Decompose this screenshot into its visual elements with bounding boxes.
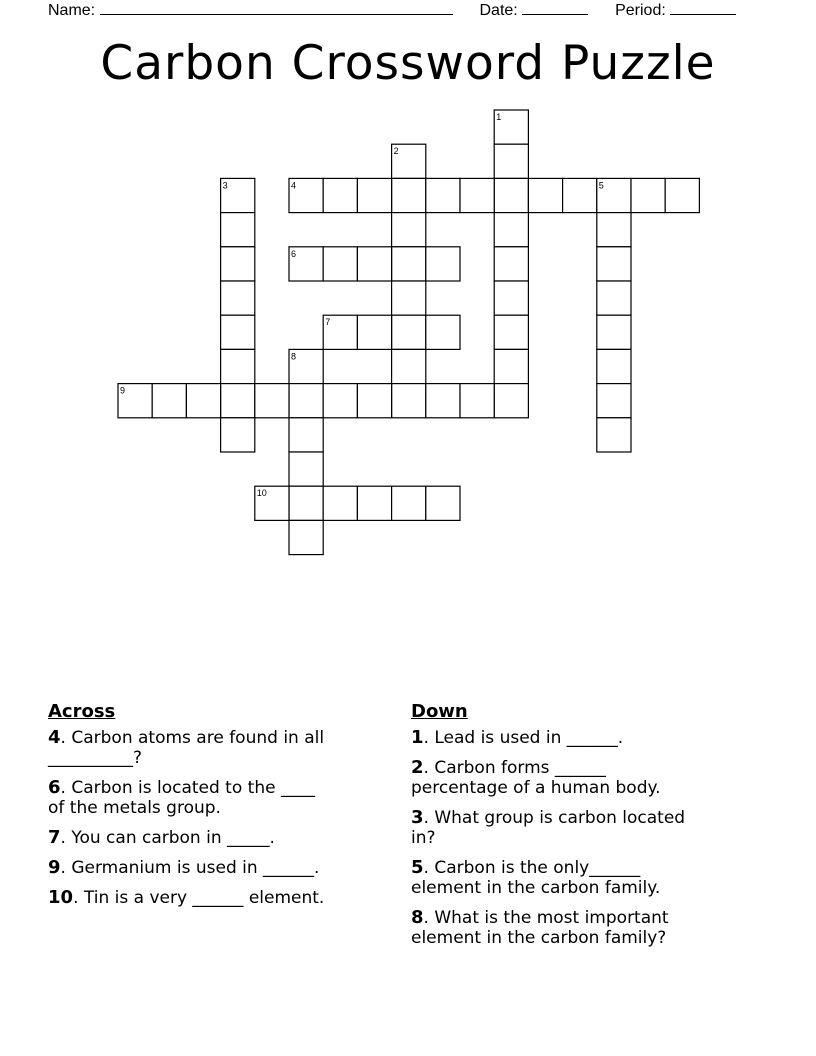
across-clue (48, 778, 388, 818)
grid-cell[interactable] (494, 144, 528, 178)
cell-number: 8 (291, 351, 297, 362)
cell-number: 6 (291, 248, 297, 259)
name-label: Name: (48, 2, 96, 19)
date-label: Date: (479, 2, 518, 19)
grid-cell[interactable] (357, 178, 391, 212)
grid-cell[interactable] (597, 418, 631, 452)
grid-cell[interactable] (289, 520, 323, 554)
clue-number-dot: . (423, 808, 435, 828)
grid-cell[interactable] (563, 178, 597, 212)
grid-cell[interactable] (665, 178, 699, 212)
down-clue (411, 728, 791, 748)
grid-cell[interactable] (426, 178, 460, 212)
grid-cell[interactable] (392, 384, 426, 418)
grid-cell[interactable] (289, 384, 323, 418)
across-heading: Across (48, 701, 116, 722)
grid-cell[interactable] (221, 247, 255, 281)
across-clue (48, 728, 388, 768)
puzzle-title: Carbon Crossword Puzzle (100, 36, 716, 91)
period-label: Period: (615, 2, 666, 19)
grid-cell[interactable] (494, 315, 528, 349)
clue-number-dot: . (60, 858, 72, 878)
grid-cell[interactable] (289, 452, 323, 486)
grid-cell[interactable] (426, 486, 460, 520)
clue-text: Carbon atoms are found in all __________? (48, 728, 325, 768)
clue-number-dot: . (423, 758, 435, 778)
grid-cell[interactable] (494, 349, 528, 383)
grid-cell[interactable] (392, 315, 426, 349)
clue-text: Carbon forms ______ percentage of a human body. (411, 758, 661, 798)
clue-text: Carbon is the only______ element in the carbon family. (411, 858, 661, 898)
grid-cell[interactable] (152, 384, 186, 418)
clue-text: Germanium is used in ______. (71, 858, 320, 878)
grid-cell[interactable] (392, 247, 426, 281)
across-clues (48, 702, 388, 918)
clue-text: What is the most important element in the carbon family? (411, 908, 669, 948)
grid-cell[interactable] (426, 247, 460, 281)
cell-number: 3 (222, 180, 228, 191)
cell-number: 9 (120, 385, 126, 396)
clue-number-dot: . (60, 828, 72, 848)
cell-number: 2 (393, 146, 399, 157)
clue-text: You can carbon in _____. (71, 828, 275, 848)
clue-number-dot: . (73, 888, 84, 908)
grid-cell[interactable] (221, 418, 255, 452)
clue-number: 7 (48, 827, 61, 848)
grid-cell[interactable] (357, 486, 391, 520)
grid-cell[interactable] (494, 384, 528, 418)
clue-text: Tin is a very ______ element. (83, 888, 325, 908)
grid-cell[interactable] (494, 281, 528, 315)
down-clue (411, 858, 791, 898)
grid-cell[interactable] (289, 418, 323, 452)
clue-number: 1 (411, 727, 424, 748)
down-clue (411, 758, 791, 798)
clue-number: 6 (48, 777, 61, 798)
grid-cell[interactable] (597, 384, 631, 418)
down-heading: Down (411, 701, 468, 722)
grid-cell[interactable] (631, 178, 665, 212)
down-clue (411, 908, 791, 948)
grid-cell[interactable] (528, 178, 562, 212)
grid-cell[interactable] (357, 384, 391, 418)
clue-number-dot: . (60, 728, 72, 748)
grid-cell[interactable] (597, 349, 631, 383)
grid-cell[interactable] (221, 349, 255, 383)
grid-cell[interactable] (597, 315, 631, 349)
across-clue (48, 858, 388, 878)
grid-cell[interactable] (323, 486, 357, 520)
grid-cell[interactable] (494, 178, 528, 212)
clue-number: 5 (411, 857, 424, 878)
clue-number-dot: . (60, 778, 72, 798)
grid-cell[interactable] (323, 178, 357, 212)
cell-number: 7 (325, 317, 331, 328)
grid-cell[interactable] (460, 178, 494, 212)
clue-number-dot: . (423, 908, 435, 928)
grid-cell[interactable] (392, 281, 426, 315)
grid-cell[interactable] (289, 486, 323, 520)
grid-cell[interactable] (221, 315, 255, 349)
cell-number: 10 (256, 488, 267, 499)
clue-number: 8 (411, 907, 424, 928)
clue-number: 3 (411, 807, 424, 828)
grid-cell[interactable] (255, 384, 289, 418)
grid-cell[interactable] (186, 384, 220, 418)
grid-cell[interactable] (597, 281, 631, 315)
grid-cell[interactable] (323, 247, 357, 281)
grid-cell[interactable] (221, 213, 255, 247)
down-clues (411, 702, 791, 958)
across-clue (48, 828, 388, 848)
grid-cell[interactable] (426, 384, 460, 418)
across-clue (48, 888, 388, 908)
grid-cell[interactable] (426, 315, 460, 349)
down-clue (411, 808, 791, 848)
grid-cell[interactable] (392, 213, 426, 247)
clue-number: 10 (48, 887, 74, 908)
grid-cell[interactable] (597, 213, 631, 247)
grid-cell[interactable] (221, 281, 255, 315)
grid-cell[interactable] (357, 247, 391, 281)
clue-number: 2 (411, 757, 424, 778)
grid-cell[interactable] (597, 247, 631, 281)
clue-text: Lead is used in ______. (434, 728, 624, 748)
cell-number: 4 (291, 180, 297, 191)
clue-number: 4 (48, 727, 61, 748)
grid-cell[interactable] (494, 213, 528, 247)
clue-text: Carbon is located to the ____ of the metals group. (48, 778, 315, 818)
grid-cell[interactable] (392, 486, 426, 520)
grid-cell[interactable] (392, 178, 426, 212)
cell-number: 1 (496, 112, 502, 122)
clue-text: What group is carbon located in? (411, 808, 686, 848)
cell-number: 5 (598, 180, 604, 191)
clue-number: 9 (48, 857, 61, 878)
grid-cell[interactable] (392, 349, 426, 383)
grid-cell[interactable] (323, 384, 357, 418)
grid-cell[interactable] (357, 315, 391, 349)
clue-number-dot: . (423, 728, 435, 748)
grid-cell[interactable] (460, 384, 494, 418)
grid-cell[interactable] (494, 247, 528, 281)
clue-number-dot: . (423, 858, 435, 878)
grid-cell[interactable] (221, 384, 255, 418)
